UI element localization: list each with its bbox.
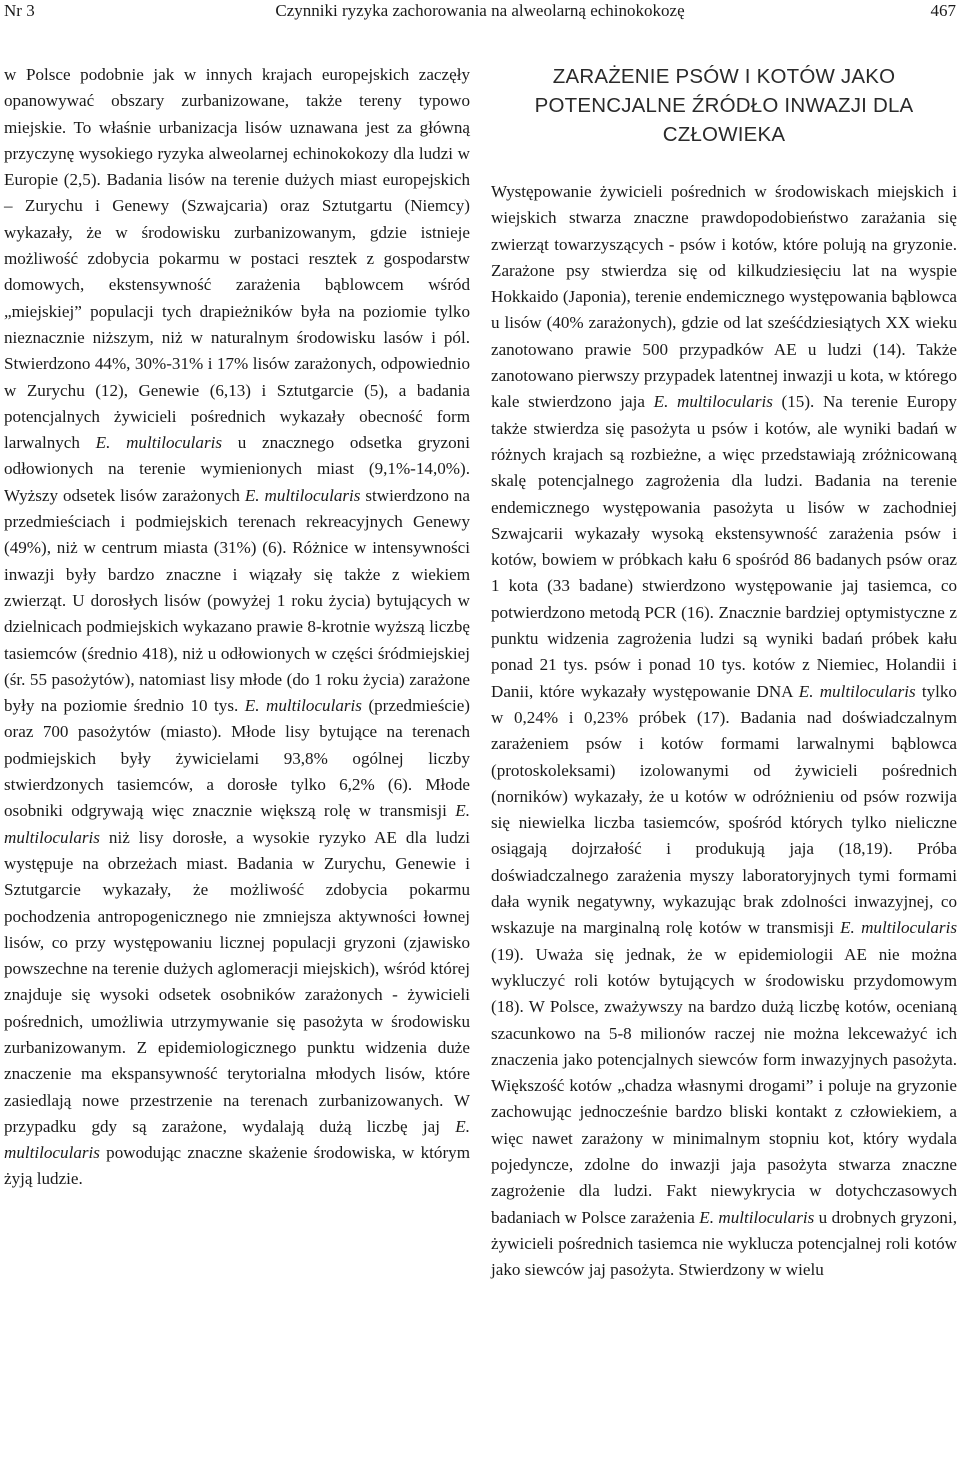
page-header [0,0,960,26]
species-name: E. multilocularis [244,696,362,716]
species-name: E. multilocularis [653,392,773,412]
species-name: E. multilocularis [95,433,223,453]
species-name: E. multilocularis [699,1207,815,1227]
section-heading: ZARAŻENIE PSÓW I KOTÓW JAKO POTENCJALNE ŹRÓDŁO INWAZJI DLA CZŁOWIEKA [534,65,914,146]
species-name: E. multilocularis [840,918,957,938]
left-column-body: w Polsce podobnie jak w innych krajach europejskich zaczęły opanowywać obszary zurbanizowane, także tereny typowo miejskie. To właśnie urbanizacja lisów uznawana jest za główną przyczynę wysokiego ryzyka alweolarnej echinokokozy dla ludzi w Europie (2,5). Badania lisów na terenie dużych miast europejskich – Zurychu i Genewy (Szwajcaria) oraz Sztutgartu (Niemcy) wykazały, że w środowisku zurbanizowanym, gdzie istnieje możliwość zdobycia pokarmu w postaci resztek z gospodarstw domowych, ekstensywność zarażenia bąblowcem wśród „miejskiej” populacji tych drapieżników była na poziomie tylko nieznacznie niższym, niż w naturalnym środowisku lasów i pól. Stwierdzono 44%, 30%-31% i 17% lisów zarażonych, odpowiednio w Zurychu (12), Genewie (6,13) i Sztutgarcie (5), a badania potencjalnych żywicieli pośrednich wykazały obecność form larwalnych E. multilocularis u znacznego odsetka gryzoni odłowionych na terenie wymienionych miast (9,1%-14,0%). Wyższy odsetek lisów zarażonych E. multilocularis stwierdzono na przedmieściach i podmiejskich terenach rekreacyjnych Genewy (49%), niż w centrum miasta (31%) (6). Różnice w intensywności inwazji były bardzo znaczne i wiązały się także z wiekiem zwierząt. U dorosłych lisów (powyżej 1 roku życia) bytujących w dzielnicach podmiejskich wykazano prawie 8-krotnie wyższą liczbę tasiemców (średnio 418), niż u odłowionych w części śródmiejskiej (śr. 55 pasożytów), natomiast lisy młode (do 1 roku życia) zarażone były na poziomie średnio 10 tys. E. multilocularis (przedmieście) oraz 700 pasożytów (miasto). Młode lisy bytujące na terenach podmiejskich były żywicielami 93,8% ogólnej liczby stwierdzonych tasiemców, a dorosłe tylko 6,2% (6). Młode osobniki odgrywają więc znacznie większą rolę w transmisji E. multilocularis niż lisy dorosłe, a wysokie ryzyko AE dla ludzi występuje na obrzeżach miast. Badania w Zurychu, Genewie i Sztutgarcie wykazały, że możliwość zdobycia pokarmu pochodzenia antropogenicznego nie zmniejsza aktywności łownej lisów, co przy występowaniu licznej populacji gryzoni (zjawisko powszechne na terenie dużych aglomeracji miejskich), wśród której znajduje się wysoki odsetek osobników zarażonych - żywicieli pośrednich, umożliwia utrzymywanie się pasożyta w środowisku zurbanizowanym. Z epidemiologicznego punktu widzenia duże znaczenie ma ekspansywność terytorialna młodych lisów, które zasiedlają nowe przestrzenie na terenach zurbanizowanych. W przypadku gdy są zarażone, wydalają dużą liczbę jaj E. multilocularis powodując znaczne skażenie środowiska, w którym żyją ludzie. [4,65,470,1189]
species-name: E. multilocularis [798,681,916,701]
right-column [491,62,957,1283]
species-name: E. multilocularis [244,485,361,505]
left-column [4,62,470,1193]
page-number: 467 [930,1,956,20]
species-name: E. multilocularis [4,801,470,847]
species-name: E. multilocularis [4,1116,470,1163]
issue-number: Nr 3 [4,1,35,20]
right-column-body: Występowanie żywicieli pośrednich w środowiskach miejskich i wiejskich stwarza znaczne prawdopodobieństwo zarażania się zwierząt towarzyszących - psów i kotów, które polują na gryzonie. Zarażone psy stwierdza się od kilkudziesięciu lat na wyspie Hokkaido (Japonia), terenie endemicznego występowania bąblowca u lisów (40% zarażonych), gdzie od lat sześćdziesiątych XX wieku zanotowano prawie 500 przypadków AE u ludzi (14). Także zanotowano pierwszy przypadek latentnej inwazji u kota, w którego kale stwierdzono jaja E. multilocularis (15). Na terenie Europy także stwierdza się pasożyta u psów i kotów, ale wyniki badań w różnych krajach są rozbieżne, a więc przedstawiają zróżnicowaną skalę potencjalnego zagrożenia dla ludzi. Badania na terenie endemicznego występowania pasożyta u lisów w zachodniej Szwajcarii wykazały wysoką ekstensywność zarażenia psów i kotów, bowiem w próbkach kału 6 spośród 86 badanych psów oraz 1 kota (33 badane) stwierdzono występowanie jaj tasiemca, co potwierdzono metodą PCR (16). Znacznie bardziej optymistyczne z punktu widzenia zagrożenia ludzi są wyniki badań próbek kału ponad 21 tys. psów i ponad 10 tys. kotów z Niemiec, Holandii i Danii, które wykazały występowanie DNA E. multilocularis tylko w 0,24% i 0,23% próbek (17). Badania nad doświadczalnym zarażeniem psów i kotów formami larwalnymi bąblowca (protoskoleksami) izolowanymi od żywicieli pośrednich (norników) wykazały, że u kotów w odróżnieniu od psów rozwija się niewielka liczba tasiemców, spośród których tylko nieliczne osiągają dojrzałość i produkują jaja (18,19). Próba doświadczalnego zarażenia myszy laboratoryjnych tymi formami dała wynik negatywny, wykazując brak zdolności inwazyjnej, co wskazuje na marginalną rolę kotów w transmisji E. multilocularis (19). Uważa się jednak, że w epidemiologii AE nie można wykluczyć roli kotów bytujących w środowisku przydomowym (18). W Polsce, zważywszy na bardzo dużą liczbę kotów, ocenianą szacunkowo na 5-8 milionów raczej nie można lekceważyć ich znaczenia jako potencjalnych siewców form inwazyjnych pasożyta. Większość kotów „chadza własnymi drogami” i poluje na gryzonie zachowując jednocześnie bardzo bliski kontakt z człowiekiem, a więc nawet zarażony w minimalnym stopniu kot, który wydala pojedyncze, zdolne do inwazji jaja pasożyta stwarza znaczne zagrożenie dla ludzi. Fakt niewykrycia w dotychczasowych badaniach w Polsce zarażenia E. multilocularis u drobnych gryzoni, żywicieli pośrednich tasiemca nie wyklucza potencjalnej roli kotów jako siewców jaj pasożyta. Stwierdzony w wielu [491,182,957,1280]
running-title: Czynniki ryzyka zachorowania na alweolarną echinokokozę [275,1,685,20]
